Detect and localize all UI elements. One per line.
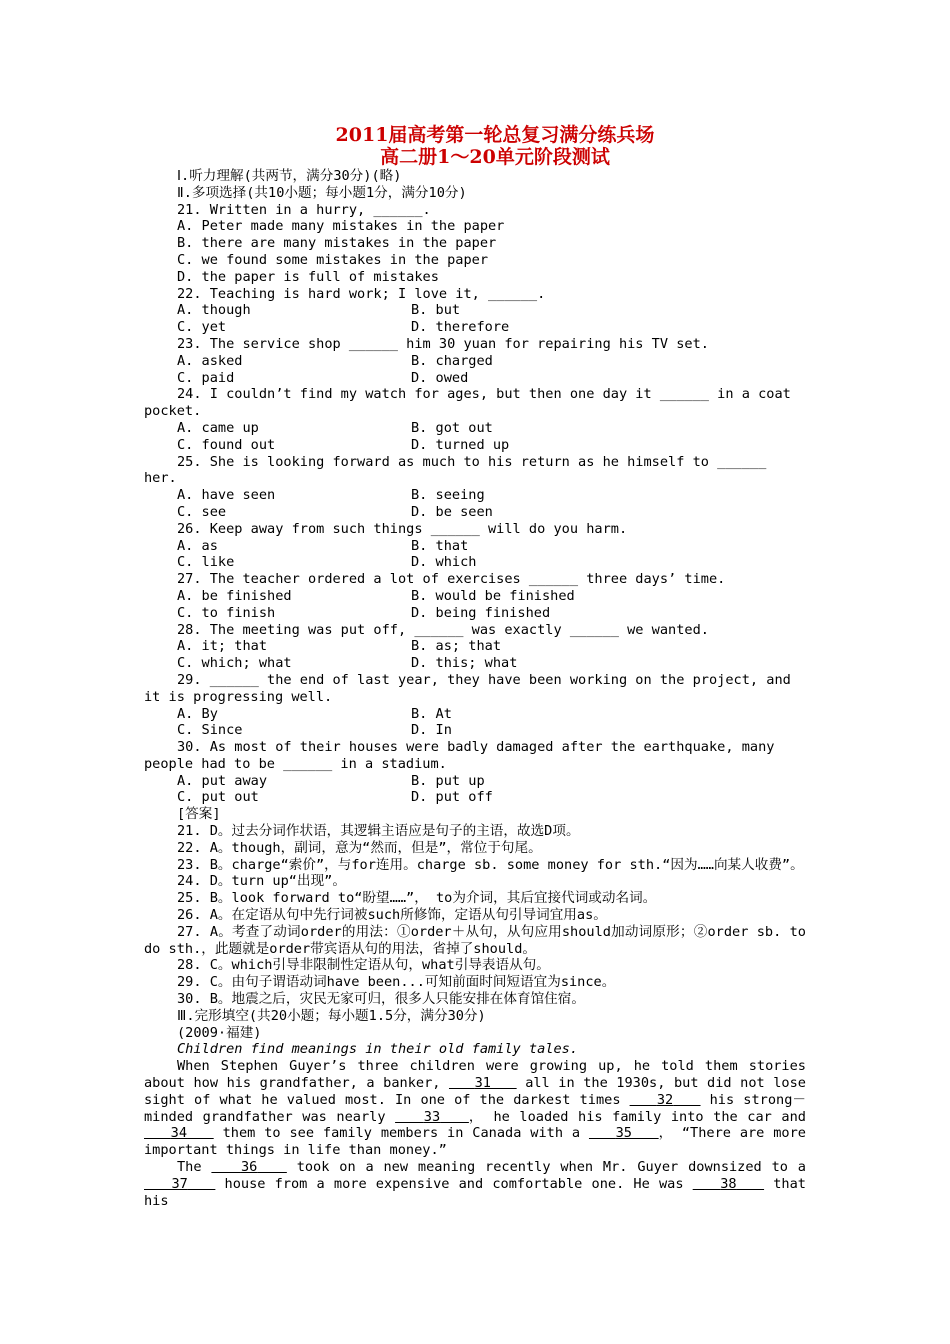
cloze-text: all in the 1930s, but did not lose sight of what he valued most. In one of the darkest times [144,1075,806,1108]
question-option: B. would be finished [411,587,575,604]
section-heading: Ⅲ.完形填空(共20小题；每小题1.5分，满分30分) [177,1007,486,1024]
answer-item: 27. A。考查了动词order的用法：①order＋从句，从句应用should加动词原形；②order sb. to do sth.，此题就是order带宾语从句的用法，省掉了should。 [144,923,806,957]
cloze-blank: 35 [615,1125,632,1142]
question-option: D. therefore [411,319,510,336]
question-option: C. yet [177,319,227,336]
option-row [177,588,806,605]
document-subtitle: 高二册1～20单元阶段测试 [380,146,610,168]
option-row [177,789,806,806]
question-stem: 24. I couldn’t find my watch for ages, but then one day it ______ in a coat pocket. [144,386,791,420]
question-option: A. it; that [177,638,268,655]
question-option: C. like [177,554,235,571]
question-option: B. but [411,302,461,319]
answer-item: 26. A。在定语从句中先行词被such所修饰，定语从句引导词宜用as。 [177,907,607,924]
question-option: D. put off [411,789,493,806]
cloze-text: ， he loaded his family into the car and [468,1108,806,1125]
option-row [177,638,806,655]
cloze-source: (2009·福建) [177,1024,262,1041]
question-option: D. the paper is full of mistakes [177,268,439,285]
question-option: C. we found some mistakes in the paper [177,251,488,268]
question-option: A. have seen [177,487,276,504]
question-option: C. put out [177,789,259,806]
option-row [177,437,806,454]
cloze-paragraph [144,1058,806,1159]
option-row [177,722,806,739]
question-stem: 25. She is looking forward as much to his return as he himself to ______ her. [144,453,767,487]
question-option: D. owed [411,369,469,386]
option-row [177,554,806,571]
option-row [177,487,806,504]
question-option: C. Since [177,722,243,739]
question-list [144,202,806,807]
cloze-blank: 33 [423,1108,441,1125]
document-page [144,124,806,1209]
question-option: D. turned up [411,436,510,453]
section-heading: Ⅱ.多项选择(共10小题；每小题1分，满分10分) [177,184,467,201]
question-option: D. this; what [411,655,518,672]
cloze-text: house from a more expensive and comfortable one. He was [224,1175,693,1192]
question-stem: 30. As most of their houses were badly damaged after the earthquake, many people had to be ______ in a stadium. [144,739,775,772]
option-row [177,353,806,370]
question-stem: 29. ______ the end of last year, they have been working on the project, and it is progressing well. [144,671,791,705]
question-option: B. there are many mistakes in the paper [177,235,497,252]
option-row [177,655,806,672]
cloze-paragraph [144,1159,806,1209]
cloze-text: them to see family members in Canada with a [222,1125,589,1142]
option-row [177,319,806,336]
question-stem: 21. Written in a hurry, ______. [177,201,431,218]
answer-item: 22. A。though，副词，意为“然而，但是”，常位于句尾。 [177,839,542,856]
option-row [177,420,806,437]
question-option: A. Peter made many mistakes in the paper [177,218,505,235]
question-stem: 22. Teaching is hard work; I love it, ______. [177,285,546,302]
cloze-blank: 36 [240,1159,258,1176]
question-option: A. though [177,302,251,319]
answer-item: 23. B。charge“索价”，与for连用。charge sb. some money for sth.“因为……向某人收费”。 [177,856,804,873]
cloze-blank: 37 [171,1175,188,1192]
question-option: C. paid [177,369,235,386]
document-body [144,168,806,1209]
question-option: B. got out [411,419,493,436]
answer-item: 30. B。地震之后，灾民无家可归，很多人只能安排在体育馆住宿。 [177,991,585,1008]
cloze-blank: 34 [170,1125,188,1142]
question-option: C. found out [177,436,276,453]
question-option: C. to finish [177,604,276,621]
answer-label: [答案] [177,806,221,823]
option-row [177,706,806,723]
cloze-text: his strong－minded grandfather was nearly [144,1091,806,1125]
question-stem: 23. The service shop ______ him 30 yuan for repairing his TV set. [177,335,709,352]
cloze-blank: 31 [474,1075,491,1092]
question-option: A. as [177,537,218,554]
question-option: D. In [411,722,452,739]
cloze-text: The [177,1159,212,1176]
answer-list [144,823,806,1008]
option-row [177,605,806,622]
cloze-text: ， “There are more important things in life than money.” [144,1125,806,1159]
question-option: A. asked [177,352,243,369]
question-option: D. being finished [411,604,551,621]
question-option: A. put away [177,772,268,789]
cloze-blank: 32 [656,1091,674,1108]
question-option: C. which; what [177,655,292,672]
answer-item: 24. D。turn up“出现”。 [177,873,346,890]
question-option: D. be seen [411,503,493,520]
cloze-text: When Stephen Guyer’s three children were growing up, he told them stories about how his grandfather, a banker, [144,1058,806,1092]
question-option: B. that [411,537,469,554]
answer-item: 29. C。由句子谓语动词have been...可知前面时间短语宜为since。 [177,974,616,991]
question-option: C. see [177,503,227,520]
option-row [177,773,806,790]
section-heading: Ⅰ.听力理解(共两节，满分30分)(略) [177,168,402,184]
option-row [177,538,806,555]
document-title: 2011届高考第一轮总复习满分练兵场 [335,124,655,146]
question-option: A. be finished [177,587,292,604]
option-row [177,504,806,521]
cloze-title: Children find meanings in their old family tales. [177,1041,579,1058]
cloze-blank: 38 [720,1175,737,1192]
question-stem: 28. The meeting was put off, ______ was exactly ______ we wanted. [177,621,709,638]
answer-item: 25. B。look forward to“盼望……”， to为介词，其后宜接代词或动名词。 [177,890,657,907]
question-option: B. charged [411,352,493,369]
question-option: B. seeing [411,487,485,504]
answer-item: 21. D。过去分词作状语，其逻辑主语应是句子的主语，故选D项。 [177,823,580,840]
answer-item: 28. C。which引导非限制性定语从句，what引导表语从句。 [177,957,550,974]
question-option: A. By [177,705,218,722]
question-option: A. came up [177,419,259,436]
option-row [177,302,806,319]
cloze-text: that his [144,1175,806,1209]
question-stem: 27. The teacher ordered a lot of exercises ______ three days’ time. [177,571,726,588]
question-option: B. At [411,705,452,722]
question-option: D. which [411,554,477,571]
question-stem: 26. Keep away from such things ______ will do you harm. [177,520,628,537]
question-option: B. put up [411,772,485,789]
option-row [177,370,806,387]
question-option: B. as; that [411,638,502,655]
cloze-text: took on a new meaning recently when Mr. Guyer downsized to a [296,1159,806,1176]
